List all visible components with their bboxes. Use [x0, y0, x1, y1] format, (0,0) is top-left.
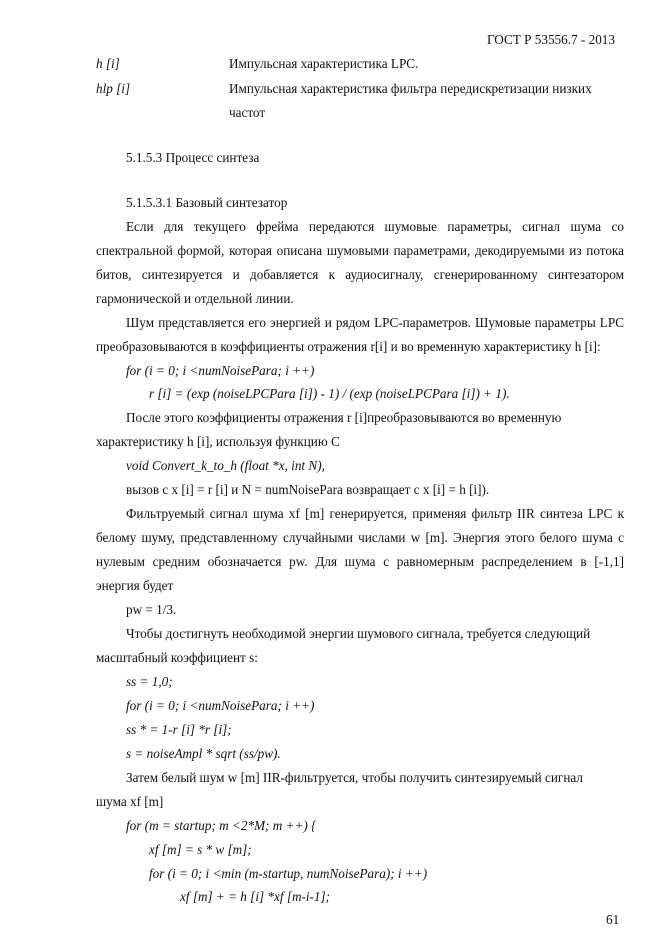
code-3-line-1: ss = 1,0;	[126, 674, 173, 689]
paragraph-2-line-1: Шум представляется его энергией и рядом LPC-параметров. Шумовые параметры LPC	[126, 315, 624, 330]
paragraph-4: вызов с x [i] = r [i] и N = numNoisePara возвращает с x [i] = h [i]).	[126, 482, 490, 497]
page-number: 61	[606, 912, 620, 927]
paragraph-7-line-2: шума xf [m]	[96, 794, 164, 809]
pw-equation: pw = 1/3.	[126, 602, 177, 617]
paragraph-1-line-1: Если для текущего фрейма передаются шумовые параметры, сигнал шума со	[126, 219, 624, 234]
paragraph-6-line-1: Чтобы достигнуть необходимой энергии шумового сигнала, требуется следующий	[126, 626, 591, 641]
def-desc-hlp: Импульсная характеристика фильтра передискретизации низких	[229, 81, 592, 96]
paragraph-5-line-3: нулевым средним обозначается pw. Для шума с равномерным распределением в [-1,1]	[96, 554, 624, 569]
code-3-line-3: ss * = 1-r [i] *r [i];	[126, 722, 232, 737]
def-desc-h: Импульсная характеристика LPC.	[229, 56, 419, 71]
paragraph-5-line-4: энергия будет	[96, 578, 174, 593]
code-3-line-4: s = noiseAmpl * sqrt (ss/pw).	[126, 746, 281, 761]
paragraph-1-line-4: гармонической и отдельной линии.	[96, 291, 294, 306]
section-heading-51531: 5.1.5.3.1 Базовый синтезатор	[126, 195, 288, 210]
paragraph-2-line-2: преобразовываются в коэффициенты отражения r[i] и во временную характеристику h [i]:	[96, 339, 601, 354]
section-heading-5153: 5.1.5.3 Процесс синтеза	[126, 150, 260, 165]
paragraph-5-line-2: белому шуму, представленному случайными числами w [m]. Энергия этого белого шума с	[96, 530, 624, 545]
standard-header: ГОСТ Р 53556.7 - 2013	[487, 32, 615, 47]
paragraph-3-line-1: После этого коэффициенты отражения r [i]преобразовываются во временную	[126, 410, 562, 425]
code-1-line-2: r [i] = (exp (noiseLPCPara [i]) - 1) / (exp (noiseLPCPara [i]) + 1).	[149, 386, 510, 401]
paragraph-6-line-2: масштабный коэффициент s:	[96, 650, 258, 665]
paragraph-7-line-1: Затем белый шум w [m] IIR-фильтруется, чтобы получить синтезируемый сигнал	[126, 770, 583, 785]
code-2: void Convert_k_to_h (float *x, int N),	[126, 458, 325, 473]
paragraph-5-line-1: Фильтруемый сигнал шума xf [m] генерируется, применяя фильтр IIR синтеза LPC к	[126, 506, 624, 521]
paragraph-1-line-3: битов, синтезируется и добавляется к аудиосигналу, сгенерированному синтезатором	[96, 267, 624, 282]
paragraph-1-line-2: спектральной формой, которая описана шумовыми параметрами, декодируемыми из потока	[96, 243, 624, 258]
code-4-line-3: for (i = 0; i <min (m-startup, numNoisePara); i ++)	[149, 866, 428, 881]
code-4-line-2: xf [m] = s * w [m];	[149, 842, 252, 857]
code-4-line-1: for (m = startup; m <2*M; m ++) {	[126, 818, 317, 833]
code-1-line-1: for (i = 0; i <numNoisePara; i ++)	[126, 363, 315, 378]
code-3-line-2: for (i = 0; i <numNoisePara; i ++)	[126, 698, 315, 713]
paragraph-3-line-2: характеристику h [i], используя функцию C	[96, 434, 340, 449]
def-term-h: h [i]	[96, 56, 120, 71]
def-term-hlp: hlp [i]	[96, 81, 131, 96]
code-4-line-4: xf [m] + = h [i] *xf [m-i-1];	[180, 889, 331, 904]
def-desc-hlp-cont: частот	[229, 105, 266, 120]
